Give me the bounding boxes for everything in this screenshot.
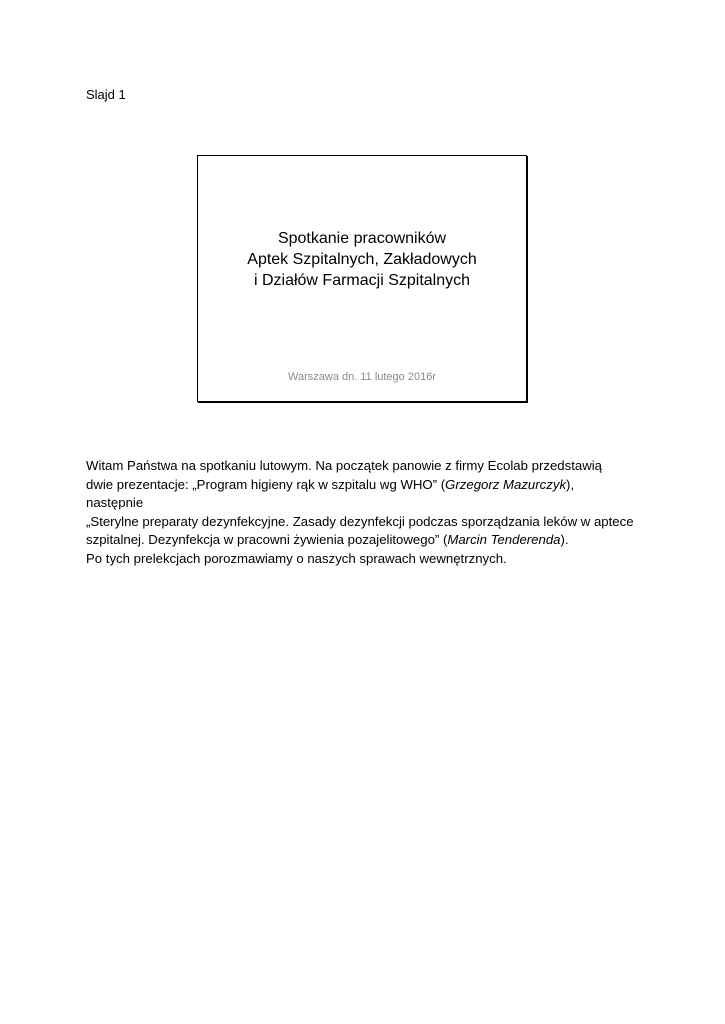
slide-label: Slajd 1 xyxy=(86,87,126,102)
body-text xyxy=(86,457,646,568)
body-text-segment: szpitalnej. Dezynfekcja w pracowni żywienia pozajelitowego” ( xyxy=(86,532,448,547)
body-text-segment: ). xyxy=(560,532,569,547)
body-text-segment: dwie prezentacje: „Program higieny rąk w szpitalu wg WHO” ( xyxy=(86,476,446,492)
slide-title-line: i Działów Farmacji Szpitalnych xyxy=(253,272,471,289)
body-paragraph-line: „Sterylne preparaty dezynfekcyjne. Zasady dezynfekcji podczas sporządzania leków w aptece xyxy=(86,513,634,529)
body-text-segment: ), xyxy=(566,476,575,492)
body-paragraph-line xyxy=(86,476,646,495)
slide-thumbnail xyxy=(197,155,527,402)
presenter-name: Marcin Tenderenda xyxy=(447,532,561,547)
body-paragraph-line: następnie xyxy=(86,495,144,510)
body-paragraph-line: Witam Państwa na spotkaniu lutowym. Na początek panowie z firmy Ecolab przedstawią xyxy=(86,458,603,473)
body-paragraph-line: Po tych prelekcjach porozmawiamy o naszych sprawach wewnętrznych. xyxy=(86,550,507,566)
slide-title xyxy=(198,228,526,291)
presenter-name: Grzegorz Mazurczyk xyxy=(445,476,567,492)
body-paragraph-line xyxy=(86,531,646,550)
slide-title-line: Aptek Szpitalnych, Zakładowych xyxy=(247,251,477,268)
slide-title-line: Spotkanie pracowników xyxy=(277,230,447,247)
slide-date: Warszawa dn. 11 lutego 2016r xyxy=(288,371,436,383)
